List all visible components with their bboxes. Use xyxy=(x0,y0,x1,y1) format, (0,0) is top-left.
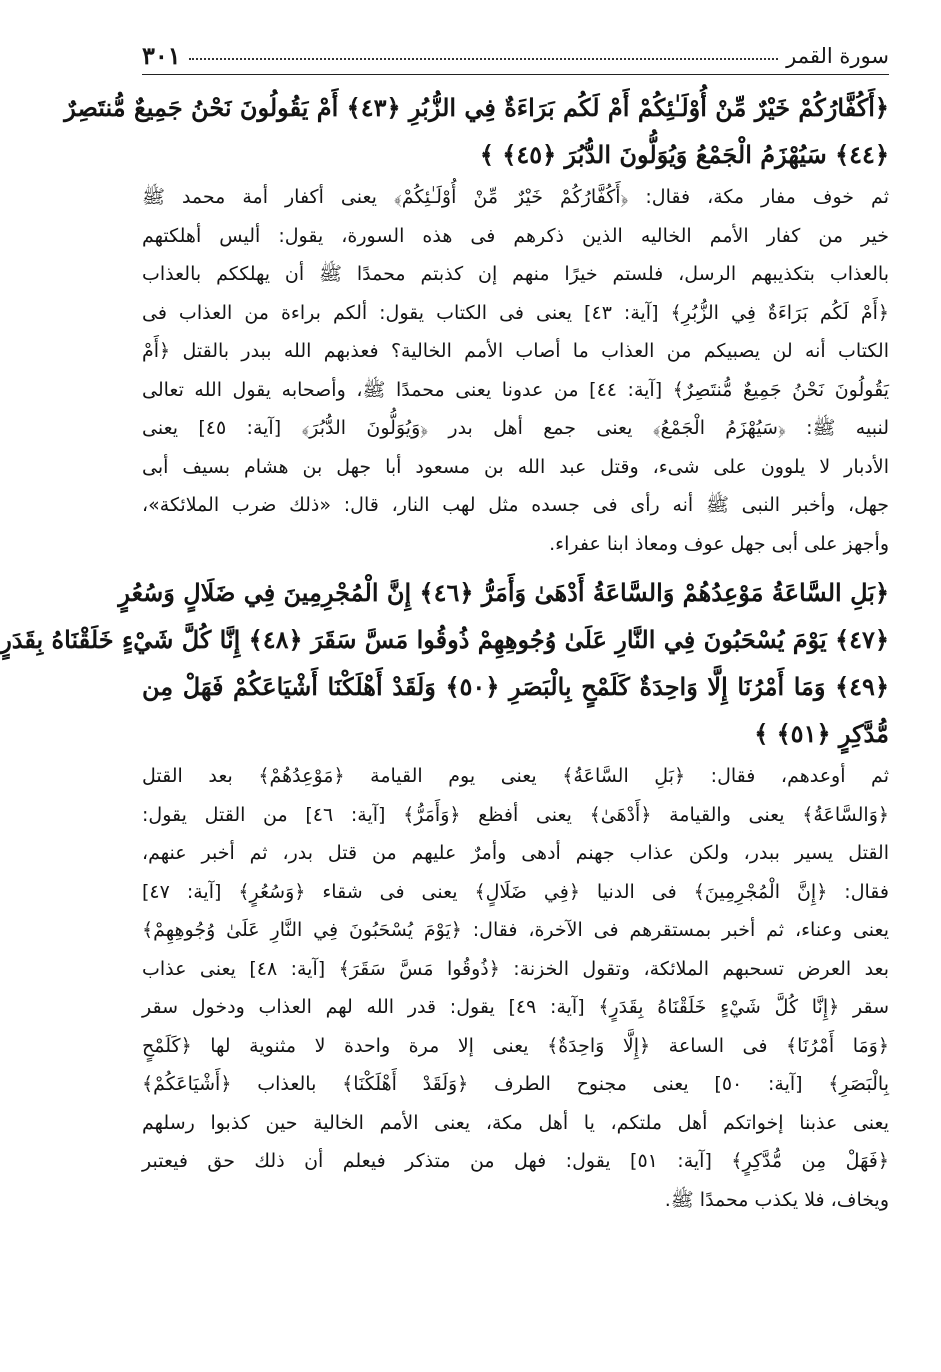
header-dot-leader xyxy=(189,58,778,60)
tafsir-line: ويخاف، فلا يكذب محمدًا ﷺ. xyxy=(664,1188,889,1211)
tafsir-line: ﴿أَمْ لَكُم بَرَاءَةٌ فِي الزُّبُرِ﴾ [آية: ٤٣] يعنى فى الكتاب يقول: ألكم براءة من العذاب فى xyxy=(142,301,889,324)
verse-line: ﴿٤٧﴾ يَوْمَ يُسْحَبُونَ فِي النَّارِ عَلَىٰ وُجُوهِهِمْ ذُوقُوا مَسَّ سَقَرَ ﴿٤٨﴾ إِنَّا كُلَّ شَيْءٍ خَلَقْنَاهُ بِقَدَرٍ xyxy=(0,625,889,654)
quran-verses-block-2 xyxy=(0,569,889,757)
tafsir-line: ﴿وَالسَّاعَةُ﴾ يعنى والقيامة ﴿أَدْهَىٰ﴾ يعنى أفظع ﴿وَأَمَرُّ﴾ [آية: ٤٦] من القتل يقول: xyxy=(142,803,889,826)
tafsir-line: خير من كفار الأمم الخاليه الذين ذكرهم فى هذه السورة، يقول: أليس أهلكتهم xyxy=(142,224,889,247)
tafsir-line: الكتاب أنه لن يصبيكم من العذاب ما أصاب الأمم الخالية؟ فعذبهم الله ببدر بالقتل ﴿أَمْ xyxy=(142,340,889,362)
tafsir-line: سقر ﴿إِنَّا كُلَّ شَيْءٍ خَلَقْنَاهُ بِقَدَرٍ﴾ [آية: ٤٩] يقول: قدر الله لهم العذاب ودخول سقر xyxy=(142,996,890,1018)
tafsir-line: جهل، وأخبر النبى ﷺ أنه رأى فى جسده مثل لهب النار، قال: «ذلك ضرب الملائكة»، xyxy=(142,494,889,516)
tafsir-line: القتل يسير ببدر، ولكن عذاب جهنم أدهى وأمرٌ عليهم من قتل بدر، ثم أخبر عنهم، xyxy=(142,842,889,864)
tafsir-line: يعنى عذبنا إخواتكم أهل ملتكم، يا أهل مكة، يعنى الأمم الخالية حين كذبوا رسلهم xyxy=(142,1111,889,1134)
tafsir-line: يعنى وعناء، ثم أخبر بمستقرهم فى الآخرة، فقال: ﴿يَوْمَ يُسْحَبُونَ فِي النَّارِ عَلَىٰ وُجُوهِهِمْ﴾ xyxy=(142,919,889,941)
tafsir-line: بِالْبَصَرِ﴾ [آية: ٥٠] يعنى مجنوح الطرف ﴿وَلَقَدْ أَهْلَكْنَا﴾ بالعذاب ﴿أَشْيَاعَكُمْ﴾ xyxy=(142,1073,889,1095)
tafsir-line: ﴿وَمَا أَمْرُنَا﴾ فى الساعة ﴿إِلَّا وَاحِدَةٌ﴾ يعنى إلا مرة واحدة لا مثنوية لها ﴿كَلَمْحٍ xyxy=(142,1034,889,1057)
tafsir-line: بالعذاب بتكذيبهم الرسل، فلستم خيرًا منهم إن كذبتم محمدًا ﷺ أن يهلككم بالعذاب xyxy=(142,263,889,285)
page-body xyxy=(0,84,890,1219)
verse-line: ﴿بَلِ السَّاعَةُ مَوْعِدُهُمْ وَالسَّاعَةُ أَدْهَىٰ وَأَمَرُّ ﴿٤٦﴾ إِنَّ الْمُجْرِمِينَ فِي ضَلَالٍ وَسُعُرٍ xyxy=(118,578,889,607)
verse-line: مُّدَّكِرٍ ﴿٥١﴾ ﴾ xyxy=(754,719,889,748)
page-number: ٣٠١ xyxy=(142,41,181,70)
tafsir-line: وأجهز على أبى جهل عوف ومعاذ ابنا عفراء. xyxy=(549,532,889,555)
tafsir-line: بعد العرض تسحبهم الملائكة، وتقول الخزنة: ﴿ذُوقُوا مَسَّ سَقَرَ﴾ [آية: ٤٨] يعنى عذاب xyxy=(142,957,889,980)
surah-title: سورة القمر xyxy=(786,44,889,68)
verse-line: ﴿٤٩﴾ وَمَا أَمْرُنَا إِلَّا وَاحِدَةٌ كَلَمْحٍ بِالْبَصَرِ ﴿٥٠﴾ وَلَقَدْ أَهْلَكْنَا أَشْيَاعَكُمْ فَهَلْ مِن xyxy=(142,672,889,701)
tafsir-line: ثم أوعدهم، فقال: ﴿بَلِ السَّاعَةُ﴾ يعنى يوم القيامة ﴿مَوْعِدُهُمْ﴾ بعد القتل xyxy=(142,765,889,787)
tafsir-line: الأدبار لا يلوون على شىء، وقتل عبد الله بن مسعود أبا جهل بن هشام بسيف أبى xyxy=(142,455,889,478)
tafsir-line: فقال: ﴿إِنَّ الْمُجْرِمِينَ﴾ فى الدنيا ﴿فِي ضَلَالٍ﴾ يعنى فى شقاء ﴿وَسُعُرٍ﴾ [آية: ٤٧] xyxy=(142,880,889,903)
page-header xyxy=(142,34,889,75)
tafsir-line: ثم خوف مفار مكة، فقال: ﴿أَكُفَّارُكُمْ خَيْرٌ مِّنْ أُوْلَـٰئِكُمْ﴾ يعنى أكفار أمة محمد ﷺ xyxy=(142,186,889,208)
tafsir-paragraph-2 xyxy=(142,757,889,1219)
tafsir-line: يَقُولُونَ نَحْنُ جَمِيعٌ مُّنتَصِرٌ﴾ [آية: ٤٤] من عدونا يعنى محمدًا ﷺ، وأصحابه يقول الله تعالى xyxy=(142,378,889,401)
tafsir-line: لنبيه ﷺ: ﴿سَيُهْزَمُ الْجَمْعُ﴾ يعنى جمع أهل بدر ﴿وَيُوَلُّونَ الدُّبُرَ﴾ [آية: ٤٥] يعنى xyxy=(142,417,889,439)
tafsir-line: ﴿فَهَلْ مِن مُّدَّكِرٍ﴾ [آية: ٥١] يقول: فهل من متذكر فيعلم أن ذلك حق فيعتبر xyxy=(142,1150,889,1172)
verse-line: ﴿أَكُفَّارُكُمْ خَيْرٌ مِّنْ أُوْلَـٰئِكُمْ أَمْ لَكُم بَرَاءَةٌ فِي الزُّبُرِ ﴿٤٣﴾ أَمْ يَقُولُونَ نَحْنُ جَمِيعٌ مُّنتَصِرٌ xyxy=(64,93,889,122)
tafsir-paragraph-1 xyxy=(142,178,889,563)
quran-verses-block-1 xyxy=(64,84,889,178)
verse-line: ﴿٤٤﴾ سَيُهْزَمُ الْجَمْعُ وَيُوَلُّونَ الدُّبُرَ ﴿٤٥﴾ ﴾ xyxy=(479,140,889,169)
